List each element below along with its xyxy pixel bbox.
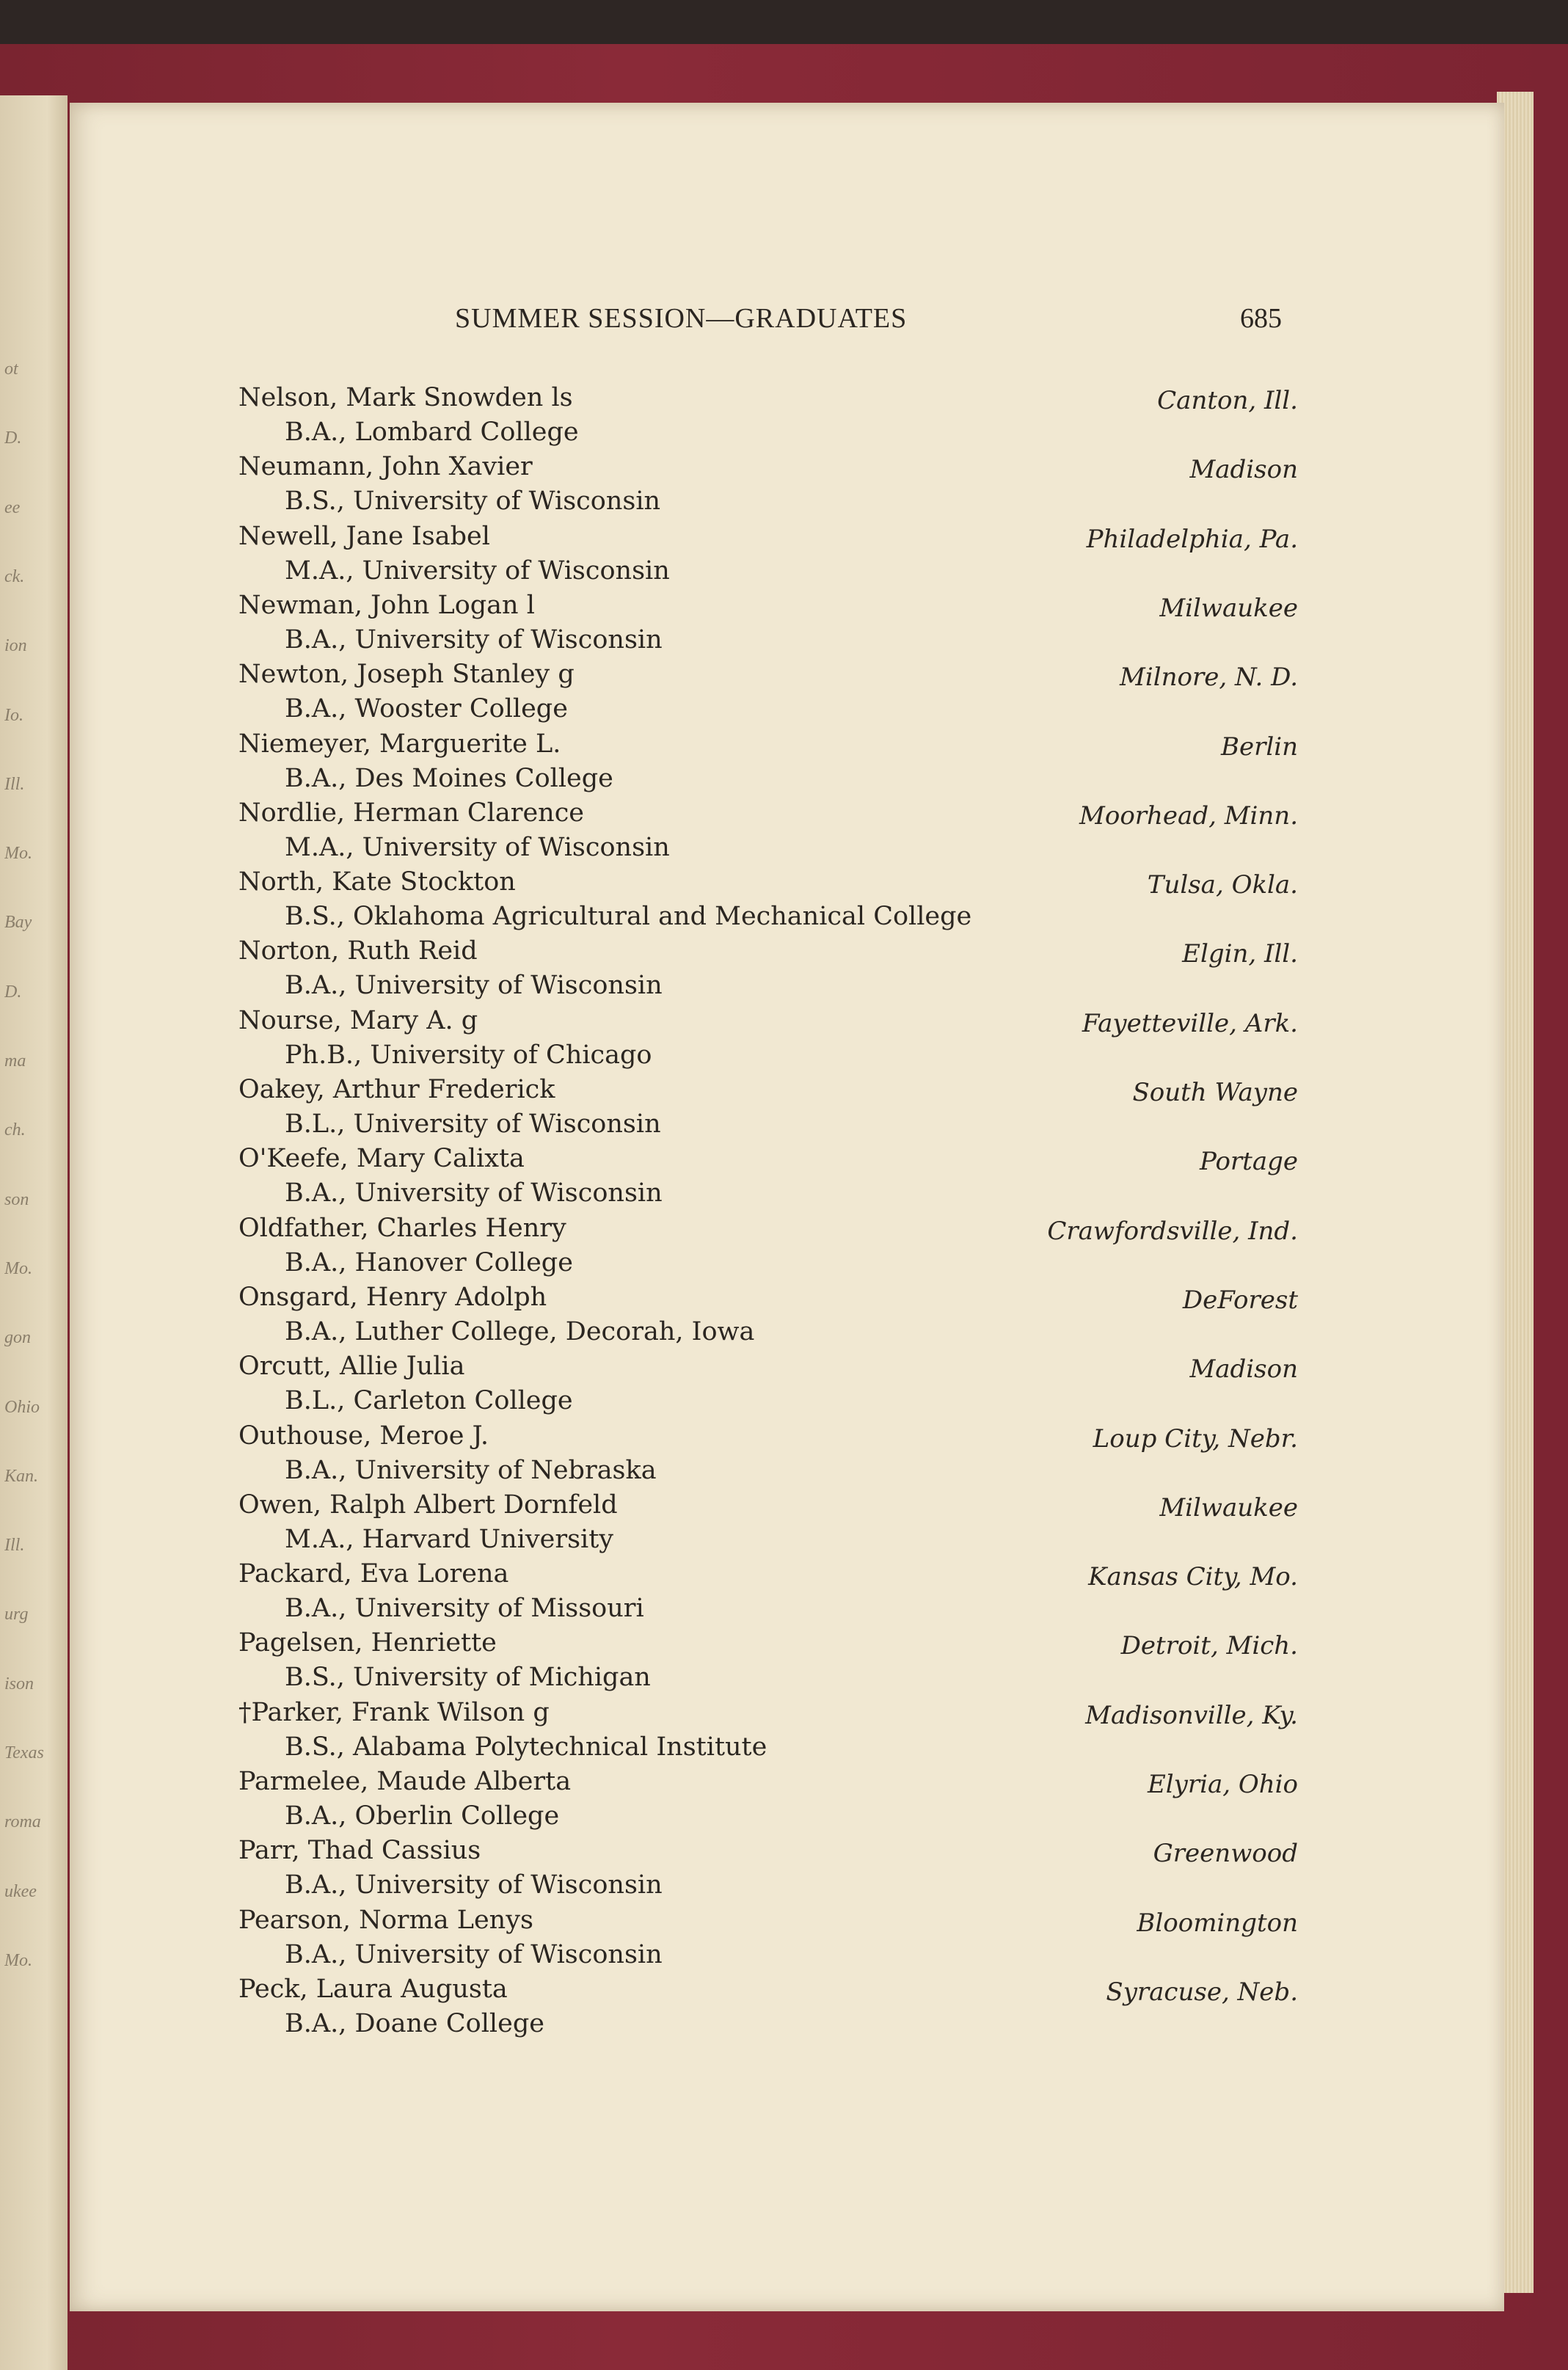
graduate-degree: M.A., University of Wisconsin (285, 833, 670, 862)
graduate-name: Neumann, John Xavier (238, 452, 533, 481)
graduate-location: Elyria, Ohio (1147, 1770, 1298, 1799)
graduate-degree: B.A., University of Wisconsin (285, 625, 663, 655)
previous-page-fragment: Mo. (4, 1951, 32, 1970)
previous-page-fragment: ison (4, 1674, 34, 1693)
graduate-name: Outhouse, Meroe J. (238, 1421, 489, 1451)
previous-page-fragment: Ohio (4, 1398, 40, 1417)
previous-page-fragment: Kan. (4, 1467, 39, 1486)
graduate-location: South Wayne (1132, 1078, 1298, 1107)
previous-page-fragment: ch. (4, 1120, 26, 1140)
graduate-name: †Parker, Frank Wilson g (238, 1698, 550, 1727)
previous-page-fragment: Io. (4, 706, 23, 725)
previous-page-fragment: son (4, 1190, 29, 1209)
graduate-name: Peck, Laura Augusta (238, 1975, 508, 2004)
previous-page-fragment: urg (4, 1605, 29, 1624)
graduate-degree: B.A., University of Missouri (285, 1594, 644, 1623)
graduate-location: Canton, Ill. (1157, 386, 1298, 415)
graduate-degree: B.A., Hanover College (285, 1248, 573, 1277)
graduate-name: Parr, Thad Cassius (238, 1836, 481, 1865)
graduate-degree: B.A., Wooster College (285, 694, 568, 723)
previous-page-fragment: D. (4, 982, 22, 1002)
previous-page-fragment: Bay (4, 913, 32, 932)
graduate-degree: B.A., University of Wisconsin (285, 1178, 663, 1208)
graduate-location: Milnore, N. D. (1120, 663, 1298, 692)
graduate-name: Nourse, Mary A. g (238, 1006, 478, 1035)
graduate-location: Tulsa, Okla. (1147, 870, 1298, 900)
previous-page-fragment: Ill. (4, 1536, 25, 1555)
graduate-name: Owen, Ralph Albert Dornfeld (238, 1490, 618, 1520)
previous-page-fragment: ion (4, 636, 27, 655)
graduate-degree: B.S., University of Michigan (285, 1663, 651, 1692)
graduate-location: DeForest (1182, 1286, 1298, 1315)
graduate-name: Pearson, Norma Lenys (238, 1906, 533, 1935)
previous-page-fragment: ck. (4, 567, 25, 586)
graduate-name: O'Keefe, Mary Calixta (238, 1144, 525, 1173)
graduate-location: Detroit, Mich. (1120, 1631, 1298, 1660)
graduate-name: Norton, Ruth Reid (238, 936, 478, 966)
graduate-degree: Ph.B., University of Chicago (285, 1040, 652, 1070)
graduate-name: Parmelee, Maude Alberta (238, 1767, 572, 1796)
graduate-degree: B.S., University of Wisconsin (285, 486, 661, 516)
graduate-degree: M.A., Harvard University (285, 1525, 614, 1554)
graduate-degree: B.L., Carleton College (285, 1386, 573, 1415)
previous-page-fragment: ukee (4, 1882, 37, 1901)
previous-page-edge (0, 95, 68, 2370)
graduate-location: Madison (1189, 455, 1298, 484)
graduate-degree: B.S., Oklahoma Agricultural and Mechanical College (285, 902, 972, 931)
page-number: 685 (1240, 303, 1282, 334)
graduate-name: Newman, John Logan l (238, 591, 535, 620)
graduate-name: Nordlie, Herman Clarence (238, 798, 585, 828)
graduate-location: Milwaukee (1159, 1493, 1298, 1523)
graduate-degree: B.A., Luther College, Decorah, Iowa (285, 1317, 755, 1346)
graduate-degree: B.A., Lombard College (285, 418, 579, 447)
graduate-degree: B.A., Des Moines College (285, 764, 613, 793)
graduate-location: Moorhead, Minn. (1079, 801, 1298, 831)
previous-page-fragment: ma (4, 1051, 26, 1071)
graduate-location: Madison (1189, 1354, 1298, 1384)
graduate-name: Niemeyer, Marguerite L. (238, 729, 561, 759)
graduate-degree: B.S., Alabama Polytechnical Institute (285, 1732, 767, 1762)
previous-page-fragment: gon (4, 1328, 31, 1347)
graduate-location: Kansas City, Mo. (1088, 1562, 1298, 1591)
graduate-name: Oldfather, Charles Henry (238, 1214, 566, 1243)
graduate-degree: B.A., University of Wisconsin (285, 971, 663, 1000)
graduate-location: Elgin, Ill. (1182, 939, 1298, 969)
graduate-name: North, Kate Stockton (238, 867, 516, 897)
graduate-location: Bloomington (1137, 1908, 1298, 1938)
graduate-location: Greenwood (1153, 1839, 1298, 1868)
previous-page-fragment: Texas (4, 1743, 44, 1762)
previous-page-fragment: Ill. (4, 775, 25, 794)
graduate-location: Portage (1199, 1147, 1298, 1176)
graduate-degree: B.A., Oberlin College (285, 1801, 560, 1831)
previous-page-fragment: Mo. (4, 1259, 32, 1278)
previous-page-fragment: D. (4, 429, 22, 448)
graduate-location: Loup City, Nebr. (1093, 1424, 1298, 1454)
previous-page-fragment: roma (4, 1812, 41, 1831)
graduate-name: Onsgard, Henry Adolph (238, 1283, 547, 1312)
graduate-location: Syracuse, Neb. (1106, 1977, 1298, 2007)
previous-page-fragment: Mo. (4, 844, 32, 863)
graduate-name: Newell, Jane Isabel (238, 522, 490, 551)
graduate-location: Milwaukee (1159, 594, 1298, 623)
graduate-name: Oakey, Arthur Frederick (238, 1075, 555, 1104)
graduate-name: Orcutt, Allie Julia (238, 1352, 465, 1381)
graduate-degree: B.A., Doane College (285, 2009, 544, 2038)
graduate-location: Fayetteville, Ark. (1082, 1009, 1298, 1038)
running-header: SUMMER SESSION—GRADUATES (455, 303, 908, 334)
graduate-degree: M.A., University of Wisconsin (285, 556, 670, 586)
graduate-location: Philadelphia, Pa. (1086, 525, 1298, 554)
graduate-degree: B.L., University of Wisconsin (285, 1109, 661, 1139)
graduate-name: Newton, Joseph Stanley g (238, 660, 575, 689)
graduate-degree: B.A., University of Wisconsin (285, 1870, 663, 1900)
graduate-location: Crawfordsville, Ind. (1047, 1217, 1298, 1246)
graduate-name: Packard, Eva Lorena (238, 1559, 509, 1589)
graduate-name: Nelson, Mark Snowden ls (238, 383, 573, 412)
graduate-degree: B.A., University of Nebraska (285, 1456, 657, 1485)
graduate-name: Pagelsen, Henriette (238, 1628, 497, 1658)
graduate-location: Berlin (1220, 732, 1298, 762)
previous-page-fragment: ee (4, 498, 21, 517)
graduate-location: Madisonville, Ky. (1085, 1701, 1298, 1730)
graduate-degree: B.A., University of Wisconsin (285, 1940, 663, 1969)
previous-page-fragment: ot (4, 360, 18, 379)
